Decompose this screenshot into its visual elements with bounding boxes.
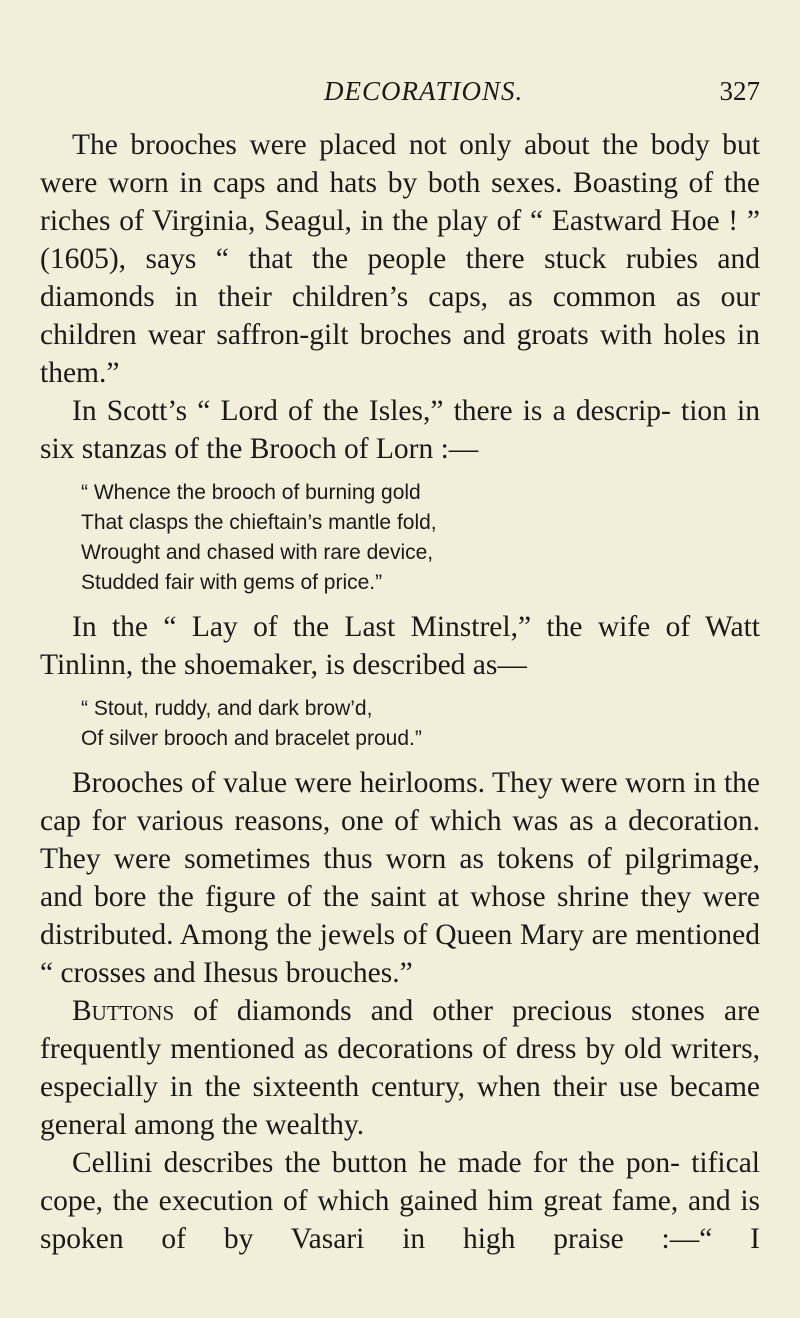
verse-brooch-of-lorn [81,478,760,598]
body-text [40,126,760,1258]
paragraph-heirlooms: Brooches of value were heirlooms. They were worn in the cap for various reasons, one of which was as a decoration. They were sometimes thus worn as tokens of pilgrimage, and bore the figure of the saint at whose shrine they were distributed. Among the jewels of Queen Mary are mentioned “ crosses and Ihesus brouches.” [40,767,760,989]
verse-line: That clasps the chieftain’s mantle fold, [81,511,437,534]
running-head: DECORATIONS. [324,76,524,106]
paragraph-buttons [40,992,760,1144]
verse-line: “ Stout, ruddy, and dark brow’d, [81,697,373,720]
verse-line: Studded fair with gems of price.” [81,571,383,594]
verse-line: Wrought and chased with rare device, [81,541,434,564]
page-number: 327 [719,76,760,106]
buttons-lead-word: Buttons [72,995,175,1027]
page-header [40,74,760,114]
paragraph-lord-of-the-isles: In Scott’s “ Lord of the Isles,” there is a descrip- tion in six stanzas of the Brooch of Lorn :— [40,395,760,465]
paragraph-brooches-placed: The brooches were placed not only about the body but were worn in caps and hats by both sexes. Boasting of the riches of Virginia, Seagul, in the play of “ Eastward Hoe ! ” (1605), says “ that the people there stuck rubies and diamonds in their children’s caps, as common as our children wear saffron-gilt broches and groats with holes in them.” [40,129,760,389]
verse-line: Of silver brooch and bracelet proud.” [81,727,422,750]
buttons-rest: of diamonds and other precious stones are frequently mentioned as decorations of dress by old writers, especially in the sixteenth century, when their use became general among the wealthy. [40,995,760,1141]
verse-line: “ Whence the brooch of burning gold [81,481,421,504]
paragraph-cellini: Cellini describes the button he made for the pon- tifical cope, the execution of which gained him great fame, and is spoken of by Vasari in high praise :—“ I [40,1147,760,1255]
paragraph-last-minstrel: In the “ Lay of the Last Minstrel,” the wife of Watt Tinlinn, the shoemaker, is described as— [40,611,760,681]
verse-stout-ruddy [81,694,760,754]
